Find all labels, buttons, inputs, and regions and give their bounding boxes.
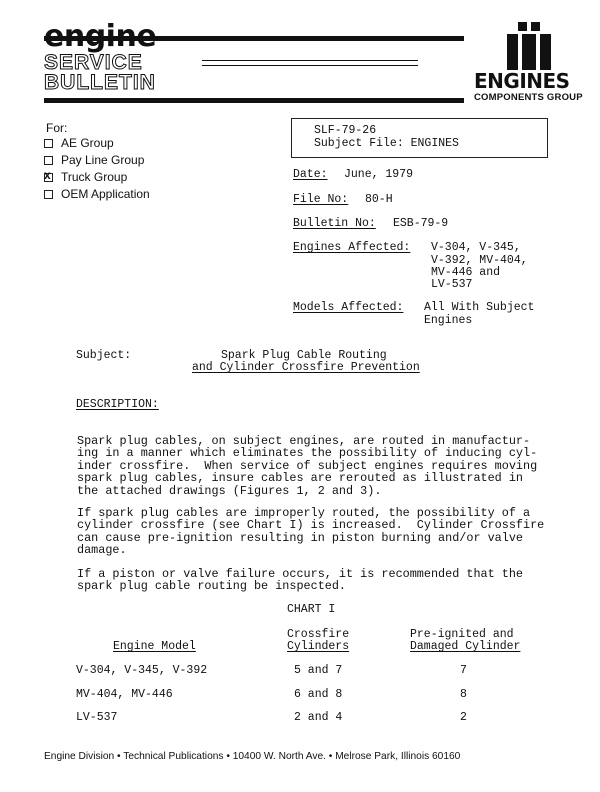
bulletin-no-label: Bulletin No: [293,217,376,230]
date-value: June, 1979 [344,168,414,181]
table-cell-damaged: 7 [460,664,467,677]
models-affected-line: All With Subject [424,301,535,314]
logo-service-word: SERVICE [44,51,143,74]
slf-number: SLF-79-26 [314,124,377,137]
table-cell-model: LV-537 [76,711,118,724]
text-line: Spark plug cables, on subject engines, are routed in manufactur- [77,433,531,448]
for-item-label: OEM Application [61,187,150,201]
text-line: spark plug cable routing be inspected. [77,579,347,594]
text-line: spark plug cables, insure cables are rerouted as illustrated in [77,471,523,486]
bulletin-no-value: ESB-79-9 [393,217,449,230]
checkbox-icon[interactable] [44,190,53,199]
header-double-rule-top [202,60,418,61]
text-line: cylinder crossfire (see Chart I) is increased. Cylinder Crossfire [77,518,545,533]
table-cell-damaged: 8 [460,688,467,701]
col-header-damaged-cylinder: Damaged Cylinder [410,640,521,653]
checkbox-icon[interactable] [44,156,53,165]
logo-bulletin-word: BULLETIN [44,71,156,94]
brand-wordmark: ENGINES [474,69,570,93]
subject-label: Subject: [76,349,132,362]
ih-logo-icon [505,22,553,70]
for-item-label: Pay Line Group [61,153,145,167]
table-cell-model: V-304, V-345, V-392 [76,664,208,677]
text-line: inder crossfire. When service of subject engines requires moving [77,458,538,473]
file-no-value: 80-H [365,193,393,206]
for-item-ae-group[interactable] [44,136,114,150]
engines-affected-line: LV-537 [431,278,473,291]
checkbox-icon[interactable] [44,139,53,148]
col-header-cylinders: Cylinders [287,640,350,653]
table-cell-crossfire: 6 and 8 [294,688,343,701]
file-no-label: File No: [293,193,349,206]
for-item-label: AE Group [61,136,114,150]
brand-subtitle: COMPONENTS GROUP [474,92,583,103]
for-item-truck-group[interactable] [44,170,127,184]
checked-checkbox-icon[interactable] [44,173,53,182]
for-item-oem-application[interactable] [44,187,150,201]
for-label: For: [46,121,68,135]
models-affected-line: Engines [424,314,473,327]
text-line: the attached drawings (Figures 1, 2 and 3). [77,483,382,498]
table-cell-crossfire: 2 and 4 [294,711,343,724]
for-item-pay-line-group[interactable] [44,153,144,167]
description-paragraph-3 [77,555,547,605]
engines-affected-line: MV-446 and [431,266,501,279]
text-line: If spark plug cables are improperly routed, the possibility of a [77,505,531,520]
text-line: can cause pre-ignition resulting in piston burning and/or valve [77,530,523,545]
description-heading: DESCRIPTION: [76,398,159,411]
engines-affected-line: V-304, V-345, [431,241,521,254]
date-label: Date: [293,168,328,181]
table-cell-damaged: 2 [460,711,467,724]
text-line: damage. [77,543,127,558]
header-double-rule-bottom [202,65,418,66]
subject-file: Subject File: ENGINES [314,137,459,150]
table-cell-model: MV-404, MV-446 [76,688,173,701]
subject-title-line1: Spark Plug Cable Routing [221,349,387,362]
header-top-rule [44,36,464,41]
for-item-label: Truck Group [61,170,128,184]
footer-address: Engine Division • Technical Publications • 10400 W. North Ave. • Melrose Park, Illinois 60160 [44,751,461,762]
engines-affected-label: Engines Affected: [293,241,411,254]
table-cell-crossfire: 5 and 7 [294,664,343,677]
models-affected-label: Models Affected: [293,301,404,314]
engines-affected-line: V-392, MV-404, [431,254,528,267]
subject-title-line2: and Cylinder Crossfire Prevention [192,361,420,374]
col-header-engine-model: Engine Model [113,640,196,653]
chart-title: CHART I [287,603,336,616]
header-bottom-rule [44,98,464,103]
text-line: ing in a manner which eliminates the possibility of inducing cyl- [77,446,538,461]
col-header-preignited: Pre-ignited and [410,628,514,641]
text-line: If a piston or valve failure occurs, it is recommended that the [77,566,523,581]
col-header-crossfire: Crossfire [287,628,350,641]
